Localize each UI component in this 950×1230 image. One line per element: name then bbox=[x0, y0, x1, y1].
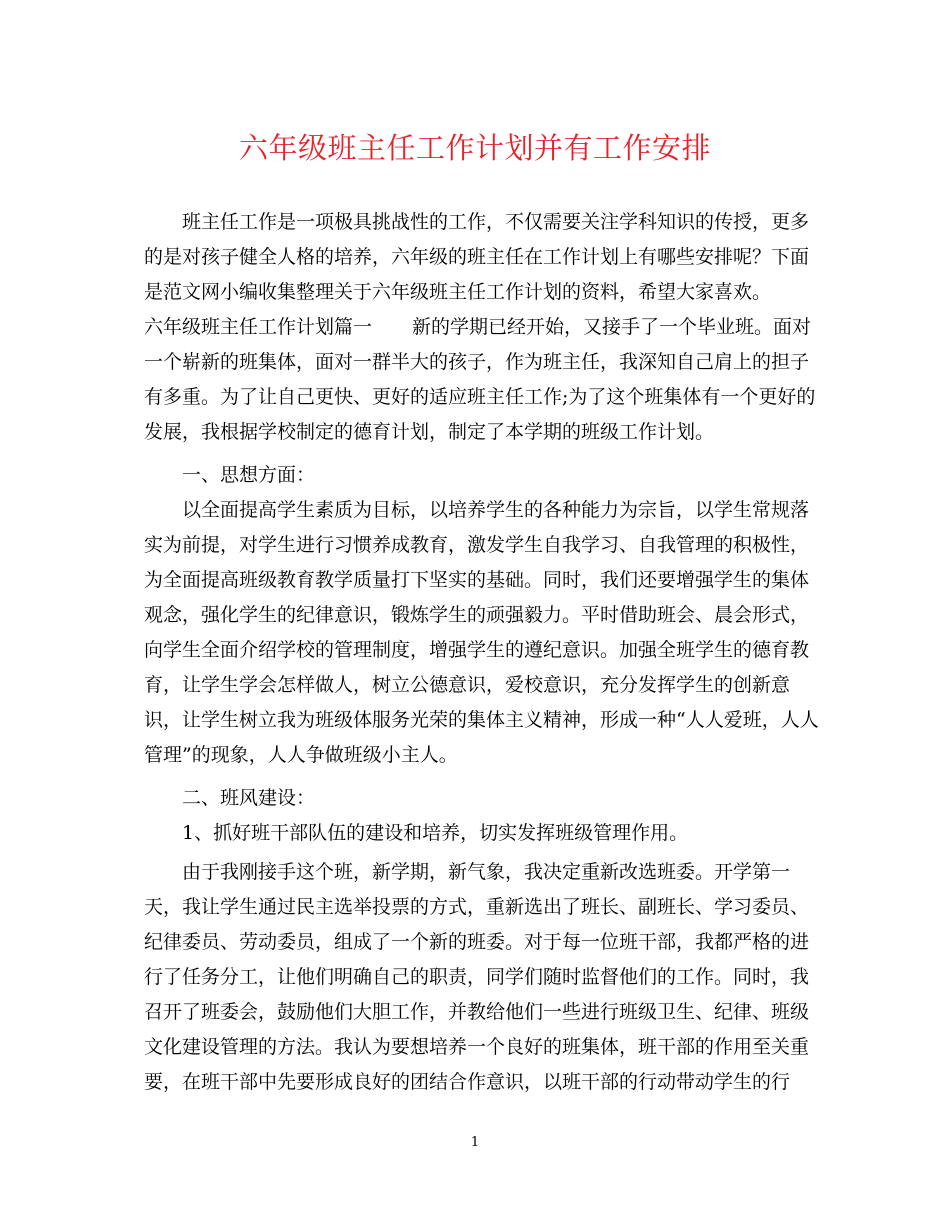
document-title: 六年级班主任工作计划并有工作安排 bbox=[238, 131, 711, 165]
section-heading-class-style: 二、班风建设： bbox=[144, 787, 316, 809]
paragraph-line: 行了任务分工，让他们明确自己的职责，同学们随时监督他们的工作。同时，我 bbox=[144, 966, 810, 988]
paragraph-line: 实为前提，对学生进行习惯养成教育，激发学生自我学习、自我管理的积极性， bbox=[144, 534, 810, 556]
paragraph-line: 以全面提高学生素质为目标，以培养学生的各种能力为宗旨，以学生常规落 bbox=[144, 499, 810, 521]
paragraph-line: 由于我刚接手这个班，新学期，新气象，我决定重新改选班委。开学第一 bbox=[144, 861, 791, 883]
paragraph-line: 召开了班委会，鼓励他们大胆工作，并教给他们一些进行班级卫生、纪律、班级 bbox=[144, 1001, 810, 1023]
paragraph-text: 新的学期已经开始，又接手了一个毕业班。面对 bbox=[412, 316, 812, 338]
paragraph-line: 向学生全面介绍学校的管理制度，增强学生的遵纪意识。加强全班学生的德育教 bbox=[144, 639, 810, 661]
paragraph-line: 为全面提高班级教育教学质量打下坚实的基础。同时，我们还要增强学生的集体 bbox=[144, 569, 810, 591]
paragraph-line-with-heading bbox=[144, 313, 811, 341]
paragraph-line: 的是对孩子健全人格的培养，六年级的班主任在工作计划上有哪些安排呢？下面 bbox=[144, 246, 810, 268]
paragraph-line: 管理”的现象，人人争做班级小主人。 bbox=[144, 744, 458, 766]
paragraph-line: 文化建设管理的方法。我认为要想培养一个良好的班集体，班干部的作用至关重 bbox=[144, 1036, 810, 1058]
section-heading-thought: 一、思想方面： bbox=[144, 464, 316, 486]
paragraph-line: 纪律委员、劳动委员，组成了一个新的班委。对于每一位班干部，我都严格的进 bbox=[144, 931, 810, 953]
paragraph-line: 班主任工作是一项极具挑战性的工作，不仅需要关注学科知识的传授，更多 bbox=[144, 211, 810, 233]
paragraph-line: 一个崭新的班集体，面对一群半大的孩子，作为班主任，我深知自己肩上的担子 bbox=[144, 351, 810, 373]
section-heading-plan-one: 六年级班主任工作计划篇一 bbox=[144, 316, 373, 338]
paragraph-line: 观念，强化学生的纪律意识，锻炼学生的顽强毅力。平时借助班会、晨会形式， bbox=[144, 604, 810, 626]
paragraph-line: 是范文网小编收集整理关于六年级班主任工作计划的资料，希望大家喜欢。 bbox=[144, 281, 772, 303]
paragraph-line: 育，让学生学会怎样做人，树立公德意识，爱校意识，充分发挥学生的创新意 bbox=[144, 674, 791, 696]
paragraph-line: 有多重。为了让自己更快、更好的适应班主任工作;为了这个班集体有一个更好的 bbox=[144, 386, 816, 408]
paragraph-line: 识，让学生树立我为班级体服务光荣的集体主义精神，形成一种“人人爱班，人人 bbox=[144, 709, 819, 731]
subsection-heading: 1、抓好班干部队伍的建设和培养，切实发挥班级管理作用。 bbox=[144, 822, 689, 844]
paragraph-line: 要，在班干部中先要形成良好的团结合作意识，以班干部的行动带动学生的行 bbox=[144, 1071, 791, 1093]
paragraph-line: 发展，我根据学校制定的德育计划，制定了本学期的班级工作计划。 bbox=[144, 421, 715, 443]
page-number: 1 bbox=[470, 1135, 480, 1150]
paragraph-line: 天，我让学生通过民主选举投票的方式，重新选出了班长、副班长、学习委员、 bbox=[144, 896, 810, 918]
